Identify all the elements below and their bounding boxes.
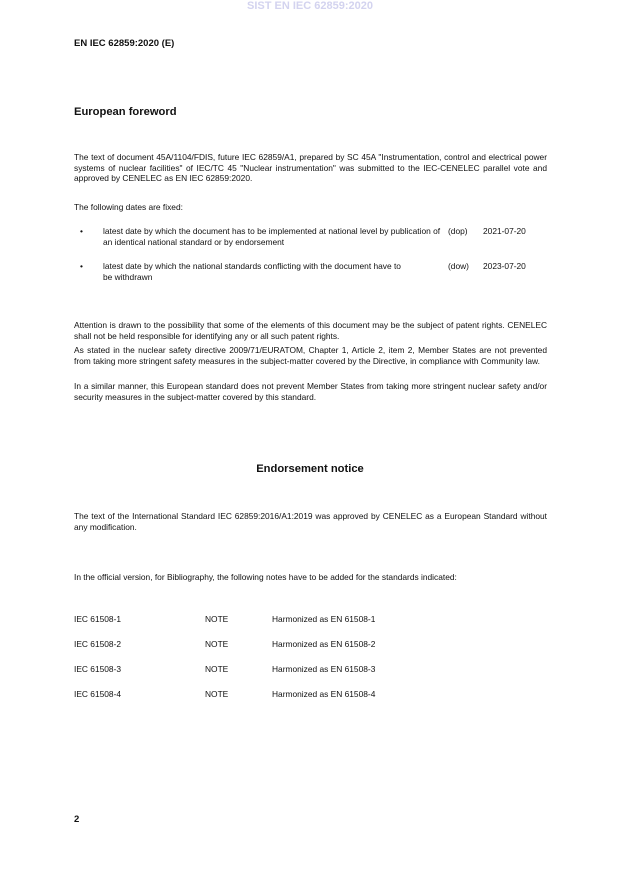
date-description: latest date by which the national standards conflicting with the document have to be withdrawn — [103, 261, 401, 282]
page-number: 2 — [74, 814, 80, 825]
standard-id: IEC 61508-2 — [74, 639, 122, 649]
note-row — [74, 689, 547, 711]
bullet: • — [80, 226, 83, 236]
date-item — [74, 261, 547, 285]
paragraph: The following dates are fixed: — [74, 202, 183, 212]
paragraph: Attention is drawn to the possibility that some of the elements of this document may be the subject of patent rights. CENELEC shall not be held responsible for identifying any or all such patent rights. — [74, 320, 547, 341]
note-text: Harmonized as EN 61508-1 — [272, 614, 376, 624]
watermark: SIST EN IEC 62859:2020 — [247, 0, 373, 12]
date-description: latest date by which the document has to be implemented at national level by publication of an identical national standard or by endorsement — [103, 226, 441, 247]
note-text: Harmonized as EN 61508-3 — [272, 664, 376, 674]
note-label: NOTE — [205, 639, 229, 649]
date-code: (dow) — [448, 261, 469, 271]
note-row — [74, 614, 547, 636]
note-text: Harmonized as EN 61508-2 — [272, 639, 376, 649]
note-row — [74, 639, 547, 661]
paragraph: In a similar manner, this European standard does not prevent Member States from taking more stringent nuclear safety and/or security measures in the subject-matter covered by this standard. — [74, 381, 547, 402]
standard-id: IEC 61508-1 — [74, 614, 122, 624]
standard-id: IEC 61508-3 — [74, 664, 122, 674]
date-item — [74, 226, 547, 250]
note-row — [74, 664, 547, 686]
date-value: 2021-07-20 — [483, 226, 526, 236]
note-text: Harmonized as EN 61508-4 — [272, 689, 376, 699]
paragraph: The text of document 45A/1104/FDIS, future IEC 62859/A1, prepared by SC 45A "Instrumentation, control and electrical power systems of nuclear facilities" of IEC/TC 45 "Nuclear instrumentation" was submitted to the IEC-CENELEC parallel vote and approved by CENELEC as EN IEC 62859:2020. — [74, 152, 547, 184]
section-title-foreword: European foreword — [74, 106, 177, 118]
running-header: EN IEC 62859:2020 (E) — [74, 38, 175, 49]
note-label: NOTE — [205, 614, 229, 624]
paragraph: The text of the International Standard IEC 62859:2016/A1:2019 was approved by CENELEC as a European Standard without any modification. — [74, 511, 547, 532]
standard-id: IEC 61508-4 — [74, 689, 122, 699]
paragraph: As stated in the nuclear safety directive 2009/71/EURATOM, Chapter 1, Article 2, item 2, Member States are not prevented from taking more stringent safety measures in the subject-matter covered by the Directive, in compliance with Community law. — [74, 345, 547, 366]
date-value: 2023-07-20 — [483, 261, 526, 271]
bullet: • — [80, 261, 83, 271]
section-title-endorsement: Endorsement notice — [256, 463, 364, 475]
note-label: NOTE — [205, 664, 229, 674]
note-label: NOTE — [205, 689, 229, 699]
paragraph: In the official version, for Bibliography, the following notes have to be added for the standards indicated: — [74, 572, 457, 582]
date-code: (dop) — [448, 226, 468, 236]
